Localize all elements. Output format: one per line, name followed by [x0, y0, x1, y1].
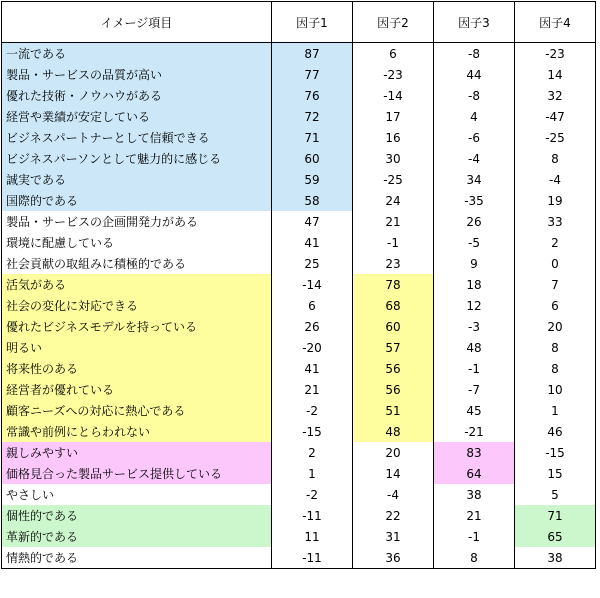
factor-1-value: 58 — [272, 190, 353, 211]
factor-4-value: 8 — [515, 148, 596, 169]
factor-4-value: 46 — [515, 421, 596, 442]
factor-3-value: -3 — [434, 316, 515, 337]
table-row — [2, 400, 596, 421]
factor-2-value: 22 — [353, 505, 434, 526]
row-label: 製品・サービスの品質が高い — [2, 64, 272, 85]
row-label: 優れたビジネスモデルを持っている — [2, 316, 272, 337]
factor-3-value: 38 — [434, 484, 515, 505]
factor-3-value: 12 — [434, 295, 515, 316]
row-label: ビジネスパーソンとして魅力的に感じる — [2, 148, 272, 169]
factor-4-value: -23 — [515, 43, 596, 65]
factor-3-value: 44 — [434, 64, 515, 85]
factor-4-value: 7 — [515, 274, 596, 295]
factor-3-value: 4 — [434, 106, 515, 127]
factor-2-value: -25 — [353, 169, 434, 190]
table-row — [2, 253, 596, 274]
factor-2-value: 48 — [353, 421, 434, 442]
header-factor-4: 因子4 — [515, 2, 596, 43]
row-label: 活気がある — [2, 274, 272, 295]
factor-1-value: 60 — [272, 148, 353, 169]
factor-3-value: 26 — [434, 211, 515, 232]
factor-4-value: 33 — [515, 211, 596, 232]
table-row — [2, 463, 596, 484]
factor-3-value: 21 — [434, 505, 515, 526]
factor-2-value: 30 — [353, 148, 434, 169]
factor-2-value: 6 — [353, 43, 434, 65]
factor-1-value: 71 — [272, 127, 353, 148]
factor-2-value: 56 — [353, 379, 434, 400]
factor-2-value: 68 — [353, 295, 434, 316]
factor-1-value: 87 — [272, 43, 353, 65]
row-label: 経営者が優れている — [2, 379, 272, 400]
factor-1-value: 21 — [272, 379, 353, 400]
factor-3-value: 48 — [434, 337, 515, 358]
factor-4-value: 5 — [515, 484, 596, 505]
factor-4-value: 38 — [515, 547, 596, 569]
factor-3-value: -1 — [434, 358, 515, 379]
table-row — [2, 211, 596, 232]
factor-3-value: 18 — [434, 274, 515, 295]
factor-1-value: -14 — [272, 274, 353, 295]
factor-2-value: 60 — [353, 316, 434, 337]
factor-1-value: 41 — [272, 358, 353, 379]
factor-loading-table — [1, 1, 596, 569]
factor-1-value: -20 — [272, 337, 353, 358]
factor-2-value: -4 — [353, 484, 434, 505]
factor-4-value: 0 — [515, 253, 596, 274]
factor-2-value: 51 — [353, 400, 434, 421]
table-row — [2, 85, 596, 106]
factor-2-value: -23 — [353, 64, 434, 85]
factor-1-value: 41 — [272, 232, 353, 253]
table-row — [2, 316, 596, 337]
row-label: 個性的である — [2, 505, 272, 526]
factor-3-value: 8 — [434, 547, 515, 569]
table-row — [2, 547, 596, 569]
table-row — [2, 274, 596, 295]
factor-1-value: 26 — [272, 316, 353, 337]
factor-3-value: -6 — [434, 127, 515, 148]
factor-4-value: 8 — [515, 358, 596, 379]
row-label: ビジネスパートナーとして信頼できる — [2, 127, 272, 148]
factor-4-value: 8 — [515, 337, 596, 358]
factor-3-value: 9 — [434, 253, 515, 274]
header-row — [2, 2, 596, 43]
row-label: 国際的である — [2, 190, 272, 211]
factor-2-value: 17 — [353, 106, 434, 127]
table-row — [2, 148, 596, 169]
factor-2-value: -14 — [353, 85, 434, 106]
factor-1-value: -2 — [272, 400, 353, 421]
factor-2-value: 78 — [353, 274, 434, 295]
factor-1-value: -11 — [272, 547, 353, 569]
row-label: 情熱的である — [2, 547, 272, 569]
table-row — [2, 505, 596, 526]
factor-1-value: 1 — [272, 463, 353, 484]
factor-4-value: -47 — [515, 106, 596, 127]
factor-3-value: 83 — [434, 442, 515, 463]
table-row — [2, 232, 596, 253]
row-label: やさしい — [2, 484, 272, 505]
row-label: 誠実である — [2, 169, 272, 190]
factor-3-value: -8 — [434, 85, 515, 106]
row-label: 製品・サービスの企画開発力がある — [2, 211, 272, 232]
factor-2-value: 20 — [353, 442, 434, 463]
factor-4-value: 32 — [515, 85, 596, 106]
factor-2-value: 24 — [353, 190, 434, 211]
factor-2-value: 57 — [353, 337, 434, 358]
factor-2-value: 21 — [353, 211, 434, 232]
factor-3-value: -5 — [434, 232, 515, 253]
factor-1-value: 77 — [272, 64, 353, 85]
factor-4-value: -4 — [515, 169, 596, 190]
row-label: 明るい — [2, 337, 272, 358]
factor-4-value: -15 — [515, 442, 596, 463]
table-body — [2, 43, 596, 569]
factor-2-value: 14 — [353, 463, 434, 484]
factor-3-value: -1 — [434, 526, 515, 547]
factor-4-value: 14 — [515, 64, 596, 85]
table-row — [2, 421, 596, 442]
factor-2-value: 36 — [353, 547, 434, 569]
row-label: 社会の変化に対応できる — [2, 295, 272, 316]
row-label: 顧客ニーズへの対応に熱心である — [2, 400, 272, 421]
factor-2-value: 23 — [353, 253, 434, 274]
header-factor-2: 因子2 — [353, 2, 434, 43]
factor-2-value: 56 — [353, 358, 434, 379]
table-row — [2, 190, 596, 211]
table-row — [2, 43, 596, 65]
factor-2-value: 31 — [353, 526, 434, 547]
factor-3-value: 64 — [434, 463, 515, 484]
factor-3-value: -7 — [434, 379, 515, 400]
factor-3-value: -8 — [434, 43, 515, 65]
factor-4-value: 6 — [515, 295, 596, 316]
row-label: 社会貢献の取組みに積極的である — [2, 253, 272, 274]
table-row — [2, 64, 596, 85]
table-row — [2, 106, 596, 127]
factor-1-value: 76 — [272, 85, 353, 106]
factor-2-value: 16 — [353, 127, 434, 148]
factor-4-value: 10 — [515, 379, 596, 400]
row-label: 経営や業績が安定している — [2, 106, 272, 127]
factor-4-value: 2 — [515, 232, 596, 253]
factor-3-value: 34 — [434, 169, 515, 190]
table-row — [2, 379, 596, 400]
table-row — [2, 526, 596, 547]
factor-2-value: -1 — [353, 232, 434, 253]
row-label: 常識や前例にとらわれない — [2, 421, 272, 442]
row-label: 環境に配慮している — [2, 232, 272, 253]
factor-1-value: 72 — [272, 106, 353, 127]
factor-3-value: -35 — [434, 190, 515, 211]
table-row — [2, 442, 596, 463]
factor-4-value: 15 — [515, 463, 596, 484]
table-row — [2, 295, 596, 316]
factor-3-value: 45 — [434, 400, 515, 421]
factor-4-value: -25 — [515, 127, 596, 148]
factor-3-value: -4 — [434, 148, 515, 169]
row-label: 一流である — [2, 43, 272, 65]
factor-4-value: 19 — [515, 190, 596, 211]
factor-1-value: 25 — [272, 253, 353, 274]
row-label: 優れた技術・ノウハウがある — [2, 85, 272, 106]
factor-1-value: 59 — [272, 169, 353, 190]
table-row — [2, 169, 596, 190]
factor-3-value: -21 — [434, 421, 515, 442]
header-factor-3: 因子3 — [434, 2, 515, 43]
factor-4-value: 1 — [515, 400, 596, 421]
header-factor-1: 因子1 — [272, 2, 353, 43]
row-label: 革新的である — [2, 526, 272, 547]
factor-4-value: 71 — [515, 505, 596, 526]
row-label: 将来性のある — [2, 358, 272, 379]
factor-1-value: 11 — [272, 526, 353, 547]
table-row — [2, 484, 596, 505]
factor-1-value: -11 — [272, 505, 353, 526]
table-row — [2, 127, 596, 148]
factor-1-value: -2 — [272, 484, 353, 505]
factor-4-value: 65 — [515, 526, 596, 547]
factor-1-value: 6 — [272, 295, 353, 316]
row-label: 価格見合った製品サービス提供している — [2, 463, 272, 484]
factor-1-value: 2 — [272, 442, 353, 463]
header-image-item: イメージ項目 — [2, 2, 272, 43]
factor-1-value: 47 — [272, 211, 353, 232]
table-row — [2, 337, 596, 358]
factor-1-value: -15 — [272, 421, 353, 442]
table-row — [2, 358, 596, 379]
row-label: 親しみやすい — [2, 442, 272, 463]
factor-4-value: 20 — [515, 316, 596, 337]
